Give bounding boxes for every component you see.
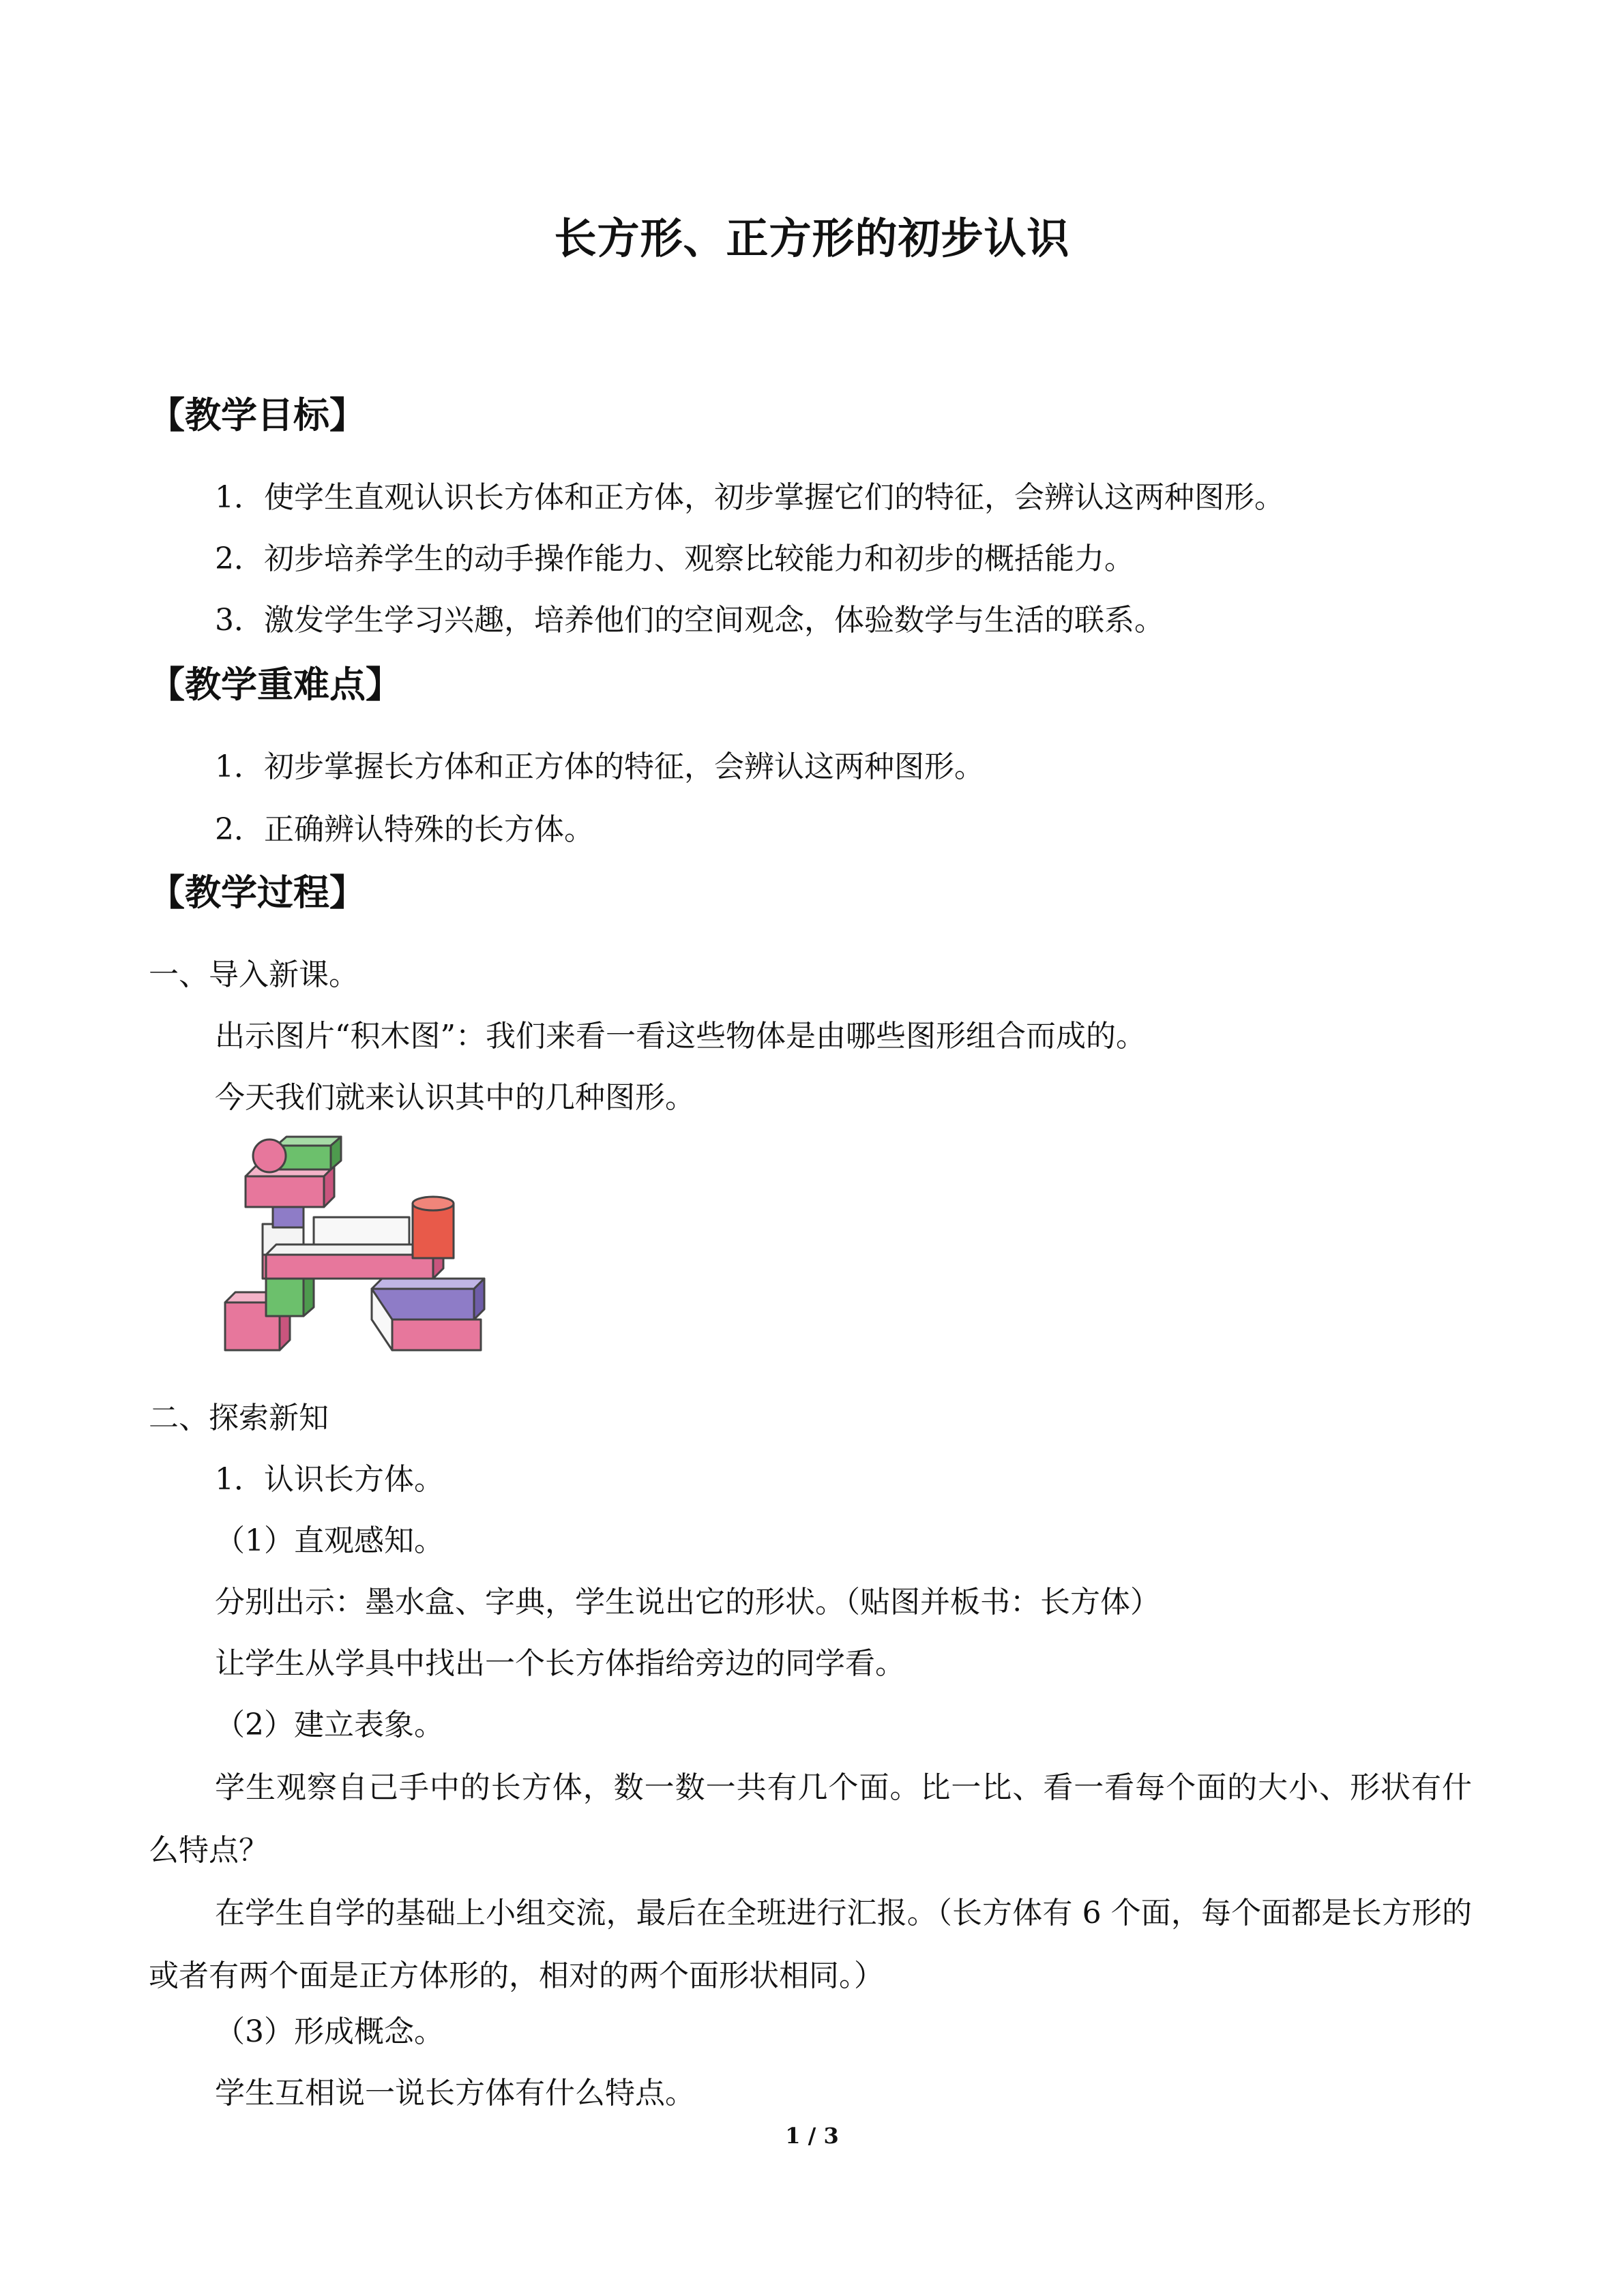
building-blocks-image [215, 1129, 501, 1364]
heading-teaching-process: 【教学过程】 [149, 872, 366, 914]
part2-line-4: 让学生从学具中找出一个长方体指给旁边的同学看。 [215, 1646, 905, 1681]
part2-line-1: 1．认识长方体。 [215, 1462, 444, 1497]
part2-title: 二、探索新知 [149, 1401, 329, 1435]
heading-teaching-goals: 【教学目标】 [149, 395, 366, 436]
goal-item-2: 2．初步培养学生的动手操作能力、观察比较能力和初步的概括能力。 [215, 541, 1134, 576]
page-number: 1 / 3 [785, 2123, 839, 2149]
part2-tail-line-1: （3）形成概念。 [215, 2014, 444, 2049]
part1-title: 一、导入新课。 [149, 957, 359, 992]
key-point-item-2: 2．正确辨认特殊的长方体。 [215, 812, 594, 847]
part1-line-1: 出示图片“积木图”：我们来看一看这些物体是由哪些图形组合而成的。 [215, 1019, 1146, 1054]
key-point-item-1: 1．初步掌握长方体和正方体的特征，会辨认这两种图形。 [215, 749, 984, 784]
part2-line-3: 分别出示：墨水盒、字典，学生说出它的形状。（贴图并板书：长方体） [215, 1585, 1160, 1620]
part1-line-2: 今天我们就来认识其中的几种图形。 [215, 1080, 695, 1115]
part2-line-5: （2）建立表象。 [215, 1708, 444, 1742]
goal-item-1: 1．使学生直观认识长方体和正方体，初步掌握它们的特征，会辨认这两种图形。 [215, 480, 1284, 515]
paragraph-observe: 学生观察自己手中的长方体，数一数一共有几个面。比一比、看一看每个面的大小、形状有什么特点？ [149, 1770, 1472, 1868]
part2-line-2: （1）直观感知。 [215, 1523, 444, 1558]
paragraph-report: 在学生自学的基础上小组交流，最后在全班进行汇报。（长方体有 6 个面，每个面都是长方形的或者有两个面是正方体形的，相对的两个面形状相同。） [149, 1896, 1472, 1993]
part2-tail-line-2: 学生互相说一说长方体有什么特点。 [215, 2076, 695, 2111]
heading-key-points: 【教学重难点】 [149, 664, 402, 706]
document-title: 长方形、正方形的初步认识 [554, 213, 1070, 263]
goal-item-3: 3．激发学生学习兴趣，培养他们的空间观念，体验数学与生活的联系。 [215, 603, 1164, 638]
